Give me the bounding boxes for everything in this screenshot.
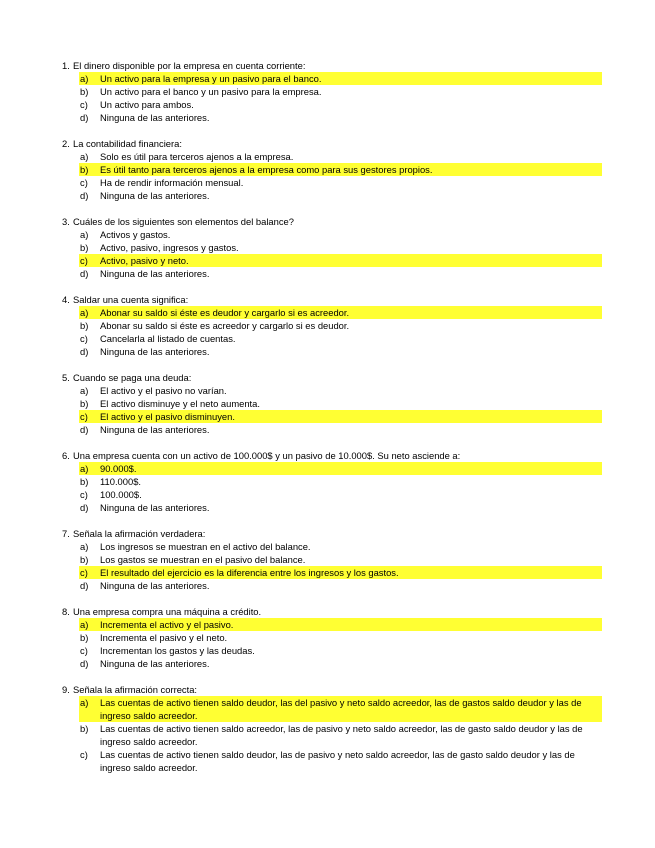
option-text: Activo, pasivo, ingresos y gastos. (100, 242, 239, 253)
option-text: El resultado del ejercicio es la diferencia entre los ingresos y los gastos. (100, 566, 602, 579)
question-number: 8. (62, 606, 70, 617)
option (80, 319, 602, 332)
question-number: 2. (62, 138, 70, 149)
options-list (62, 540, 602, 592)
question-3 (62, 215, 602, 280)
question-stem (62, 683, 602, 696)
option (80, 176, 602, 189)
option-text: Ninguna de las anteriores. (100, 658, 210, 669)
option-highlighted (79, 566, 602, 579)
question-stem (62, 527, 602, 540)
option-letter: b) (80, 476, 89, 487)
option-letter: d) (80, 580, 89, 591)
question-stem (62, 371, 602, 384)
option (80, 722, 602, 748)
question-9 (62, 683, 602, 774)
option-text: Cancelarla al listado de cuentas. (100, 333, 236, 344)
option-text: Abonar su saldo si éste es deudor y cargarlo si es acreedor. (100, 306, 602, 319)
option-highlighted (79, 163, 602, 176)
option-highlighted (79, 618, 602, 631)
question-stem (62, 449, 602, 462)
question-6 (62, 449, 602, 514)
options-list (62, 306, 602, 358)
option-letter: d) (80, 112, 89, 123)
option (80, 150, 602, 163)
options-list (62, 384, 602, 436)
option-letter: d) (80, 424, 89, 435)
option-letter: a) (80, 73, 89, 84)
option (80, 475, 602, 488)
option (80, 267, 602, 280)
options-list (62, 696, 602, 774)
option-text: 100.000$. (100, 489, 142, 500)
option-text: Ninguna de las anteriores. (100, 580, 210, 591)
question-5 (62, 371, 602, 436)
option-letter: b) (80, 554, 89, 565)
option-letter: b) (80, 242, 89, 253)
option-text: Las cuentas de activo tienen saldo deudor, las del pasivo y neto saldo acreedor, las de gastos saldo deudor y las de ingreso saldo acreedor. (100, 696, 602, 722)
question-text: Cuáles de los siguientes son elementos del balance? (73, 216, 294, 227)
question-text: El dinero disponible por la empresa en cuenta corriente: (73, 60, 306, 71)
question-text: La contabilidad financiera: (73, 138, 182, 149)
option-letter: b) (80, 86, 89, 97)
option-letter: c) (80, 489, 88, 500)
option-letter: a) (80, 385, 89, 396)
option-letter: c) (80, 177, 88, 188)
option-letter: c) (80, 567, 88, 578)
option (80, 423, 602, 436)
question-number: 4. (62, 294, 70, 305)
question-7 (62, 527, 602, 592)
option-letter: a) (80, 151, 89, 162)
option (80, 98, 602, 111)
option-text: Incrementa el pasivo y el neto. (100, 632, 228, 643)
option-text: Ninguna de las anteriores. (100, 190, 210, 201)
option (80, 228, 602, 241)
option-letter: d) (80, 346, 89, 357)
option-highlighted (79, 462, 602, 475)
question-number: 6. (62, 450, 70, 461)
option (80, 384, 602, 397)
options-list (62, 228, 602, 280)
question-number: 9. (62, 684, 70, 695)
option-letter: b) (80, 723, 89, 734)
option-letter: c) (80, 255, 88, 266)
quiz-document (62, 59, 602, 787)
options-list (62, 150, 602, 202)
option-text: Ninguna de las anteriores. (100, 424, 210, 435)
question-stem (62, 605, 602, 618)
option-letter: a) (80, 463, 89, 474)
option-letter: b) (80, 320, 89, 331)
option-text: Un activo para ambos. (100, 99, 194, 110)
option-letter: d) (80, 268, 89, 279)
option (80, 189, 602, 202)
question-text: Señala la afirmación verdadera: (73, 528, 206, 539)
question-8 (62, 605, 602, 670)
option-letter: d) (80, 190, 89, 201)
option (80, 540, 602, 553)
question-4 (62, 293, 602, 358)
question-text: Una empresa cuenta con un activo de 100.000$ y un pasivo de 10.000$. Su neto asciende a: (73, 450, 461, 461)
option-text: Ninguna de las anteriores. (100, 112, 210, 123)
option-highlighted (79, 254, 602, 267)
option-letter: d) (80, 658, 89, 669)
question-stem (62, 293, 602, 306)
question-number: 1. (62, 60, 70, 71)
option-text: Activo, pasivo y neto. (100, 254, 602, 267)
question-1 (62, 59, 602, 124)
option-letter: c) (80, 411, 88, 422)
option (80, 85, 602, 98)
option-text: 110.000$. (100, 476, 142, 487)
option-highlighted (79, 696, 602, 722)
option (80, 488, 602, 501)
question-stem (62, 215, 602, 228)
option-text: Las cuentas de activo tienen saldo acreedor, las de pasivo y neto saldo acreedor, las de gasto saldo deudor y las de ingreso saldo acreedor. (100, 723, 583, 747)
option-letter: b) (80, 632, 89, 643)
option (80, 241, 602, 254)
option (80, 657, 602, 670)
options-list (62, 72, 602, 124)
option-text: El activo disminuye y el neto aumenta. (100, 398, 260, 409)
question-2 (62, 137, 602, 202)
option (80, 631, 602, 644)
options-list (62, 462, 602, 514)
options-list (62, 618, 602, 670)
option-text: Incrementa el activo y el pasivo. (100, 618, 602, 631)
option-text: Un activo para el banco y un pasivo para la empresa. (100, 86, 322, 97)
option-letter: c) (80, 333, 88, 344)
option-text: 90.000$. (100, 462, 602, 475)
option-text: Los gastos se muestran en el pasivo del balance. (100, 554, 306, 565)
option-text: Abonar su saldo si éste es acreedor y cargarlo si es deudor. (100, 320, 350, 331)
option-letter: b) (80, 164, 89, 175)
option-letter: c) (80, 645, 88, 656)
option-letter: a) (80, 307, 89, 318)
option-text: Los ingresos se muestran en el activo del balance. (100, 541, 311, 552)
option-text: Ha de rendir información mensual. (100, 177, 244, 188)
option-text: Un activo para la empresa y un pasivo para el banco. (100, 72, 602, 85)
option-letter: b) (80, 398, 89, 409)
question-text: Una empresa compra una máquina a crédito. (73, 606, 262, 617)
option-text: Ninguna de las anteriores. (100, 268, 210, 279)
option-text: Las cuentas de activo tienen saldo deudor, las de pasivo y neto saldo acreedor, las de gasto saldo deudor y las de ingreso saldo acreedor. (100, 749, 575, 773)
option (80, 748, 602, 774)
option-highlighted (79, 72, 602, 85)
option-text: El activo y el pasivo no varían. (100, 385, 227, 396)
option-letter: a) (80, 229, 89, 240)
option-text: Es útil tanto para terceros ajenos a la empresa como para sus gestores propios. (100, 163, 602, 176)
option-highlighted (79, 410, 602, 423)
question-number: 3. (62, 216, 70, 227)
question-text: Saldar una cuenta significa: (73, 294, 189, 305)
option-text: El activo y el pasivo disminuyen. (100, 410, 602, 423)
option-text: Incrementan los gastos y las deudas. (100, 645, 255, 656)
question-text: Señala la afirmación correcta: (73, 684, 198, 695)
option (80, 345, 602, 358)
option (80, 111, 602, 124)
option-letter: d) (80, 502, 89, 513)
option-letter: a) (80, 541, 89, 552)
option-letter: a) (80, 697, 89, 708)
question-stem (62, 137, 602, 150)
question-number: 7. (62, 528, 70, 539)
option (80, 332, 602, 345)
option-text: Ninguna de las anteriores. (100, 502, 210, 513)
question-stem (62, 59, 602, 72)
option (80, 644, 602, 657)
option-letter: c) (80, 99, 88, 110)
option-highlighted (79, 306, 602, 319)
option-text: Activos y gastos. (100, 229, 171, 240)
option (80, 579, 602, 592)
option-letter: c) (80, 749, 88, 760)
option (80, 397, 602, 410)
option-text: Solo es útil para terceros ajenos a la empresa. (100, 151, 294, 162)
option-text: Ninguna de las anteriores. (100, 346, 210, 357)
option (80, 553, 602, 566)
option-letter: a) (80, 619, 89, 630)
question-number: 5. (62, 372, 70, 383)
option (80, 501, 602, 514)
question-text: Cuando se paga una deuda: (73, 372, 192, 383)
